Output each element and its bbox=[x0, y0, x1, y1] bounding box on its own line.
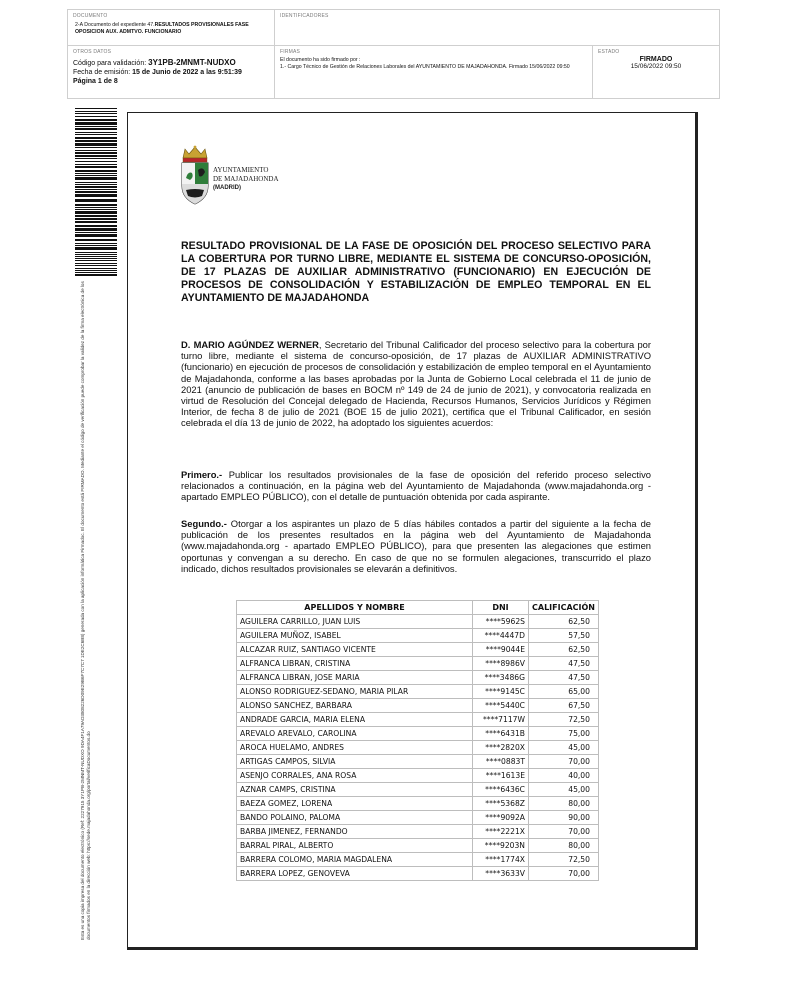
barcode-bar bbox=[75, 143, 117, 146]
barcode-bar bbox=[75, 166, 117, 168]
applicant-name-cell: AROCA HUELAMO, ANDRES bbox=[237, 741, 473, 755]
agreement-second bbox=[181, 518, 651, 574]
barcode-bar bbox=[75, 111, 117, 112]
barcode bbox=[75, 108, 117, 276]
score-cell: 62,50 bbox=[529, 643, 599, 657]
applicant-name-cell: ASENJO CORRALES, ANA ROSA bbox=[237, 769, 473, 783]
otros-datos-cell bbox=[68, 46, 274, 98]
dni-cell: ****2820X bbox=[473, 741, 529, 755]
score-cell: 70,00 bbox=[529, 825, 599, 839]
codigo-prefix: Código para validación: bbox=[73, 60, 147, 67]
applicant-name-cell: BANDO POLAINO, PALOMA bbox=[237, 811, 473, 825]
applicant-name-cell: ANDRADE GARCIA, MARIA ELENA bbox=[237, 713, 473, 727]
score-cell: 70,00 bbox=[529, 755, 599, 769]
barcode-bar bbox=[75, 184, 117, 185]
score-cell: 62,50 bbox=[529, 615, 599, 629]
org-name-line2: DE MAJADAHONDA bbox=[213, 175, 279, 183]
applicant-name-cell: ALONSO RODRIGUEZ-SEDANO, MARIA PILAR bbox=[237, 685, 473, 699]
intro-text: , Secretario del Tribunal Calificador del proceso selectivo para la cobertura por turno libre, mediante el sistema de concurso-oposición, de 17 plazas de AUXILIAR ADMINISTRATIVO (funcionario) en ejecución de procesos de consolidación y estabilización de empleo temporal en el Ayuntamiento de Majadahonda, conforme a las bases aprobadas por la Junta de Gobierno Local celebrada el 11 de junio de 2021 (anuncio de publicación de bases en BOCM nº 149 de 24 de junio de 2021), y convocatoria realizada en virtud de Resolución del Concejal delegado de Hacienda, Recursos Humanos, Servicios Jurídicos y Régimen Interior, de fecha 8 de julio de 2021 (BOE 15 de julio 2021), certifica que el Tribunal Calificador, en sesión celebrada el día 13 de junio de 2022, ha adoptado los siguientes acuerdos: bbox=[181, 339, 651, 429]
fecha-value: 15 de Junio de 2022 a las 9:51:39 bbox=[132, 69, 242, 76]
intro-paragraph bbox=[181, 339, 651, 429]
org-name-line1: AYUNTAMIENTO bbox=[213, 166, 269, 174]
estado-fecha: 15/06/2022 09:50 bbox=[630, 63, 682, 70]
applicant-name-cell: BARRAL PIRAL, ALBERTO bbox=[237, 839, 473, 853]
score-cell: 65,00 bbox=[529, 685, 599, 699]
fecha-prefix: Fecha de emisión: bbox=[73, 69, 131, 76]
table-row bbox=[237, 699, 599, 713]
documento-description bbox=[73, 22, 269, 36]
applicant-name-cell: BARRERA COLOMO, MARIA MAGDALENA bbox=[237, 853, 473, 867]
secretary-name: D. MARIO AGÚNDEZ WERNER bbox=[181, 339, 319, 350]
applicant-name-cell: AREVALO AREVALO, CAROLINA bbox=[237, 727, 473, 741]
agreement-second-label: Segundo.- bbox=[181, 518, 227, 529]
score-cell: 45,00 bbox=[529, 783, 599, 797]
score-cell: 80,00 bbox=[529, 797, 599, 811]
barcode-bar bbox=[75, 232, 117, 233]
table-row bbox=[237, 629, 599, 643]
applicant-name-cell: ALFRANCA LIBRAN, JOSE MARIA bbox=[237, 671, 473, 685]
agreement-first bbox=[181, 469, 651, 503]
document-title: RESULTADO PROVISIONAL DE LA FASE DE OPOSICIÓN DEL PROCESO SELECTIVO PARA LA COBERTURA POR TURNO LIBRE, MEDIANTE EL SISTEMA DE CONCURSO-OPOSICIÓN, DE 17 PLAZAS DE AUXILIAR ADMINISTRATIVO (FUNCIONARIO) EN EJECUCIÓN DE PROCESOS DE CONSOLIDACIÓN Y ESTABILIZACIÓN DE EMPLEO TEMPORAL EN EL AYUNTAMIENTO DE MAJADAHONDA bbox=[181, 240, 651, 304]
table-row bbox=[237, 657, 599, 671]
barcode-bar bbox=[75, 186, 117, 188]
barcode-bar bbox=[75, 225, 117, 227]
dni-cell: ****6436C bbox=[473, 783, 529, 797]
applicant-name-cell: ALCAZAR RUIZ, SANTIAGO VICENTE bbox=[237, 643, 473, 657]
barcode-bar bbox=[75, 209, 117, 210]
barcode-bar bbox=[75, 177, 117, 180]
side-verification-note: Esta es una copia impresa del documento electrónico (Ref: 2227915 3Y1PB-2MNMT-NUDXO 9DA4F1A79AD3808226D09E29B6F7C7C7 1DE2C6B8) generada con la aplicación informática Firmadoc. El documento está FIRMADO. Mediante el código de verificación puede comprobar la validez de la firma electrónica de los documentos firmados en la dirección web: https://sede.majadahonda.org/portal/verificaDocumentos.do bbox=[80, 281, 91, 940]
score-cell: 40,00 bbox=[529, 769, 599, 783]
barcode-bar bbox=[75, 194, 117, 197]
table-row bbox=[237, 643, 599, 657]
dni-cell: ****4447D bbox=[473, 629, 529, 643]
identificadores-label: IDENTIFICADORES bbox=[280, 13, 329, 19]
barcode-bar bbox=[75, 134, 117, 135]
table-row bbox=[237, 839, 599, 853]
applicant-name-cell: AGUILERA CARRILLO, JUAN LUIS bbox=[237, 615, 473, 629]
score-cell: 47,50 bbox=[529, 671, 599, 685]
barcode-bar bbox=[75, 199, 117, 202]
score-cell: 72,50 bbox=[529, 713, 599, 727]
barcode-bar bbox=[75, 108, 117, 109]
dni-cell: ****2221X bbox=[473, 825, 529, 839]
org-region: (MADRID) bbox=[213, 185, 241, 191]
dni-cell: ****7117W bbox=[473, 713, 529, 727]
dni-cell: ****9145C bbox=[473, 685, 529, 699]
dni-cell: ****3486G bbox=[473, 671, 529, 685]
table-row bbox=[237, 671, 599, 685]
table-row bbox=[237, 727, 599, 741]
table-row bbox=[237, 713, 599, 727]
barcode-bar bbox=[75, 258, 117, 259]
estado-value: FIRMADO bbox=[639, 56, 673, 63]
barcode-bar bbox=[75, 234, 117, 237]
applicant-name-cell: AGUILERA MUÑOZ, ISABEL bbox=[237, 629, 473, 643]
dni-cell: ****3633V bbox=[473, 867, 529, 881]
organization-name bbox=[213, 166, 279, 193]
barcode-bar bbox=[75, 245, 117, 246]
firmas-cell bbox=[275, 46, 592, 98]
column-header-name: APELLIDOS Y NOMBRE bbox=[237, 601, 473, 615]
applicant-name-cell: ARTIGAS CAMPOS, SILVIA bbox=[237, 755, 473, 769]
estado-cell bbox=[593, 46, 719, 98]
fecha-emision bbox=[73, 68, 269, 77]
barcode-bar bbox=[75, 256, 117, 257]
barcode-bar bbox=[75, 126, 117, 127]
barcode-bar bbox=[75, 147, 117, 148]
barcode-bar bbox=[75, 252, 117, 253]
otros-datos-label: OTROS DATOS bbox=[73, 49, 112, 55]
score-cell: 57,50 bbox=[529, 629, 599, 643]
codigo-value[interactable]: 3Y1PB-2MNMT-NUDXO bbox=[148, 58, 236, 67]
results-table bbox=[236, 600, 599, 881]
documento-cell bbox=[68, 10, 274, 45]
documento-ref: 2-A Documento del expediente 47. bbox=[75, 22, 155, 28]
table-row bbox=[237, 853, 599, 867]
firmas-line2: 1.- Cargo Técnico de Gestión de Relaciones Laborales del AYUNTAMIENTO DE MAJADAHONDA. Firmado 15/06/2022 09:50 bbox=[280, 64, 570, 70]
table-row bbox=[237, 797, 599, 811]
applicant-name-cell: AZNAR CAMPS, CRISTINA bbox=[237, 783, 473, 797]
barcode-bar bbox=[75, 211, 117, 214]
dni-cell: ****6431B bbox=[473, 727, 529, 741]
barcode-bar bbox=[75, 164, 117, 165]
documento-title: RESULTADOS PROVISIONALES FASE OPOSICION AUX. ADMTVO. FUNCIONARIO bbox=[75, 22, 249, 35]
applicant-name-cell: BARBA JIMENEZ, FERNANDO bbox=[237, 825, 473, 839]
barcode-bar bbox=[75, 158, 117, 159]
document-header bbox=[67, 9, 720, 99]
column-header-score: CALIFICACIÓN bbox=[529, 601, 599, 615]
barcode-bar bbox=[75, 175, 117, 176]
score-cell: 90,00 bbox=[529, 811, 599, 825]
table-row bbox=[237, 685, 599, 699]
identificadores-cell bbox=[275, 10, 719, 45]
dni-cell: ****8986V bbox=[473, 657, 529, 671]
barcode-bar bbox=[75, 173, 117, 174]
barcode-bar bbox=[75, 128, 117, 130]
score-cell: 45,00 bbox=[529, 741, 599, 755]
barcode-bar bbox=[75, 137, 117, 139]
score-cell: 72,50 bbox=[529, 853, 599, 867]
table-row bbox=[237, 755, 599, 769]
pagina-indicator: Página 1 de 8 bbox=[73, 78, 118, 85]
dni-cell: ****1613E bbox=[473, 769, 529, 783]
firmas-label: FIRMAS bbox=[280, 49, 301, 55]
dni-cell: ****5962S bbox=[473, 615, 529, 629]
documento-label: DOCUMENTO bbox=[73, 13, 108, 19]
barcode-bar bbox=[75, 150, 117, 151]
table-row bbox=[237, 811, 599, 825]
table-row bbox=[237, 783, 599, 797]
agreement-first-label: Primero.- bbox=[181, 469, 223, 480]
coat-of-arms-icon bbox=[178, 144, 212, 208]
barcode-bar bbox=[75, 116, 117, 117]
barcode-bar bbox=[75, 132, 117, 133]
table-header-row bbox=[237, 601, 599, 615]
barcode-bar bbox=[75, 161, 117, 162]
dni-cell: ****5440C bbox=[473, 699, 529, 713]
barcode-bar bbox=[75, 218, 117, 220]
agreement-first-text: Publicar los resultados provisionales de la fase de oposición del referido proceso selectivo relacionados a continuación, en la página web del Ayuntamiento de Majadahonda (www.majadahonda.org - apartado EMPLEO PÚBLICO), con el detalle de puntuación obtenida por cada aspirante. bbox=[181, 469, 651, 503]
applicant-name-cell: ALONSO SANCHEZ, BARBARA bbox=[237, 699, 473, 713]
dni-cell: ****0883T bbox=[473, 755, 529, 769]
dni-cell: ****1774X bbox=[473, 853, 529, 867]
table-row bbox=[237, 769, 599, 783]
barcode-bar bbox=[75, 215, 117, 217]
dni-cell: ****9044E bbox=[473, 643, 529, 657]
barcode-bar bbox=[75, 170, 117, 172]
dni-cell: ****5368Z bbox=[473, 797, 529, 811]
estado-label: ESTADO bbox=[598, 49, 620, 55]
barcode-bar bbox=[75, 152, 117, 154]
barcode-bar bbox=[75, 119, 117, 121]
table-row bbox=[237, 825, 599, 839]
barcode-bar bbox=[75, 228, 117, 231]
barcode-bar bbox=[75, 191, 117, 193]
table-row bbox=[237, 867, 599, 881]
score-cell: 80,00 bbox=[529, 839, 599, 853]
applicant-name-cell: ALFRANCA LIBRAN, CRISTINA bbox=[237, 657, 473, 671]
table-row bbox=[237, 615, 599, 629]
dni-cell: ****9092A bbox=[473, 811, 529, 825]
barcode-bar bbox=[75, 122, 117, 125]
barcode-bar bbox=[75, 247, 117, 250]
barcode-bar bbox=[75, 182, 117, 183]
barcode-bar bbox=[75, 221, 117, 223]
firmas-line1: El documento ha sido firmado por : bbox=[280, 57, 361, 63]
barcode-bar bbox=[75, 155, 117, 157]
dni-cell: ****9203N bbox=[473, 839, 529, 853]
codigo-validacion bbox=[73, 58, 269, 68]
barcode-bar bbox=[75, 140, 117, 142]
score-cell: 67,50 bbox=[529, 699, 599, 713]
agreement-second-text: Otorgar a los aspirantes un plazo de 5 días hábiles contados a partir del siguiente a la fecha de publicación de los presentes resultados en la página web del Ayuntamiento de Majadahonda (www.majadahonda.org - apartado EMPLEO PÚBLICO), para que presenten las alegaciones que estimen oportunas y convengan a su derecho. En caso de que no se formulen alegaciones, transcurrido el plazo indicado, dichos resultados provisionales se elevarán a definitivos. bbox=[181, 518, 651, 574]
score-cell: 70,00 bbox=[529, 867, 599, 881]
barcode-bar bbox=[75, 207, 117, 208]
table-row bbox=[237, 741, 599, 755]
barcode-bar bbox=[75, 254, 117, 255]
barcode-bar bbox=[75, 243, 117, 244]
barcode-bar bbox=[75, 204, 117, 206]
barcode-bar bbox=[75, 113, 117, 114]
column-header-dni: DNI bbox=[473, 601, 529, 615]
barcode-bar bbox=[75, 189, 117, 190]
score-cell: 47,50 bbox=[529, 657, 599, 671]
applicant-name-cell: BAEZA GOMEZ, LORENA bbox=[237, 797, 473, 811]
applicant-name-cell: BARRERA LOPEZ, GENOVEVA bbox=[237, 867, 473, 881]
barcode-bar bbox=[75, 239, 117, 241]
score-cell: 75,00 bbox=[529, 727, 599, 741]
